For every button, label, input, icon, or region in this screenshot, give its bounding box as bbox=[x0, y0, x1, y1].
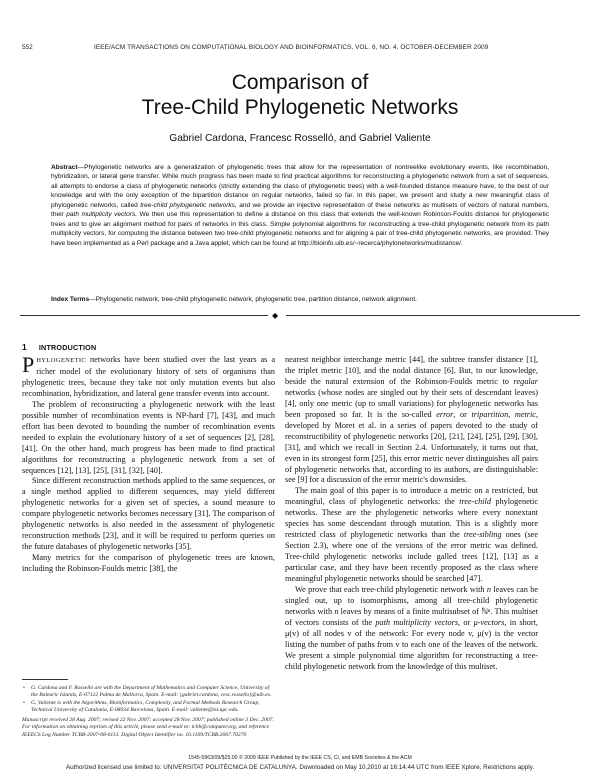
license-footer: Authorized licensed use limited to: UNIVERSITAT POLITÈCNICA DE CATALUNYA. Downloaded on May 10,2010 at 16:14:44 UTC from IEEE Xplore. Restrictions apply. bbox=[65, 764, 535, 771]
divider-right bbox=[286, 315, 580, 316]
intro-paragraph-3: Since different reconstruction methods applied to the same sequences, or a single method applied to different sequences, may yield different phylogenetic networks for a given set of species, a sound measure to compare phylogenetic networks becomes necessary [31]. The comparison of phylogenetic networks is also needed in the assessment of phylogenetic reconstruction methods [23], and it will be required to perform queries on the future databases of phylogenetic networks [35]. bbox=[22, 476, 275, 552]
abstract-em-1: tree-child phylogenetic networks, bbox=[140, 201, 237, 209]
right-column bbox=[285, 355, 538, 673]
abstract-text-1: —Phylogenetic networks are a generalization of phylogenetic trees that allow for the representation of nontreelike evolutionary events, like recombination, hybridization, or lateral gene transfer. While much progress has been made to find practical algorithms for reconstructing a phylogenetic network from a set of sequences, all attempts to endorse a class of phylogenetic networks (strictly extending the class of phylogenetic trees) with a well-founded distance measure have, to the best of our knowledge and with the only exception of the bipartition distance on regular networks, failed so far. In this paper, we present and study a new meaningful class of phylogenetic networks, called bbox=[51, 164, 549, 209]
index-terms bbox=[51, 295, 549, 304]
divider-left bbox=[20, 315, 268, 316]
title-line-2: Tree-Child Phylogenetic Networks bbox=[141, 96, 459, 119]
footnote-affiliation-1-text: G. Cardona and F. Rosselló are with the Department of Mathematics and Computer Science, University of the Balearic Islands, E-07122 Palma de Mallorca, Spain. E-mail: {gabriel.cardona, cesc.rossello}@uib.es. bbox=[31, 685, 272, 699]
right-paragraph-3: We prove that each tree-child phylogenetic network with n leaves can be singled out, up to isomorphisms, among all tree-child phylogenetic networks with n leaves by means of a finite multisubset of ℕⁿ. This multiset of vectors consists of the path multiplicity vectors, or μ-vectors, in short, μ(v) of all nodes v of the network: For every node v, μ(v) is the vector listing the number of paths from v to each one of the leaves of the network. We present a simple polynomial time algorithm for reconstructing a tree-child phylogenetic network from the knowledge of this multiset. bbox=[285, 585, 538, 671]
section-heading bbox=[22, 342, 96, 352]
right-paragraph-1: nearest neighbor interchange metric [44], the subtree transfer distance [1], the triplet metric [10], and the nodal distance [6]. But, to our knowledge, beside the natural extension of the Robinson-Foulds metric to regular networks (whose nodes are singled out by their sets of descendant leaves) [4], only one metric (up to small variations) for phylogenetic networks has been proposed so far. It is the so-called error, or tripartition, metric, developed by Moret et al. in a series of papers devoted to the study of reconstructibility of phylogenetic networks [20], [21], [24], [25], [29], [30], [31], and which we recall in Section 2.4. Unfortunately, it turns out that, even in its strongest form [25], this error metric never distinguishes all pairs of phylogenetic networks that, according to its authors, are distinguishable: see [9] for a discussion of the error metric's downsides. bbox=[285, 355, 539, 485]
abstract bbox=[51, 163, 549, 248]
index-terms-text: —Phylogenetic network, tree-child phylogenetic network, phylogenetic tree, partition distance, network alignment. bbox=[89, 296, 417, 303]
footnote-received: Manuscript received 28 Aug. 2007; revised 22 Nov. 2007; accepted 28 Nov. 2007; published online 3 Dec. 2007. bbox=[22, 717, 274, 724]
left-column bbox=[22, 352, 275, 575]
section-number: 1 bbox=[22, 342, 27, 352]
drop-cap: P bbox=[22, 352, 35, 377]
footnote-rule bbox=[22, 679, 68, 680]
abstract-em-2: path multiplicity vectors. bbox=[66, 211, 138, 219]
author-list: Gabriel Cardona, Francesc Rosselló, and Gabriel Valiente bbox=[169, 133, 431, 144]
abstract-text-3: We then use this representation to define a distance on this class that extends the well-known Robinson-Foulds distance for phylogenetic trees and to give an alignment method for pairs of networks in this class. Simple polynomial algorithms for reconstructing a tree-child phylogenetic network from its path multiplicity vectors, for computing the distance between two tree-child phylogenetic networks and for aligning a pair of tree-child phylogenetic networks, are provided. They have been implemented as a Perl package and a Java applet, which can be found at http://bioinfo.uib.es/~recerca/phylonetworks/mudistance/. bbox=[51, 211, 549, 247]
intro-paragraph-4: Many metrics for the comparison of phylogenetic trees are known, including the Robinson-Foulds metric [38], the bbox=[22, 553, 275, 574]
footnote-affiliation-1: • G. Cardona and F. Rosselló are with the Department of Mathematics and Computer Science, University of the Balearic Islands, E-07122 Palma de Mallorca, Spain. E-mail: {gabriel.cardona, cesc.rossello}@uib.es. bbox=[23, 685, 272, 699]
running-header bbox=[22, 44, 578, 56]
paper-title bbox=[0, 70, 600, 120]
intro-paragraph-1 bbox=[22, 352, 275, 400]
index-terms-label: Index Terms bbox=[51, 296, 90, 303]
right-paragraph-2: The main goal of this paper is to introduce a metric on a restricted, but meaningful, class of phylogenetic networks: the tree-child phylogenetic networks. These are the phylogenetic networks where every nonextant species has some descendant through mutation. This is a slightly more restricted class of phylogenetic networks than the tree-sibling ones (see Section 2.3), where one of the versions of the error metric was defined. Tree-child phylogenetic networks include galled trees [12], [13] as a particular case, and they have been recently proposed as the class where meaningful phylogenetic networks should be searched [47]. bbox=[285, 486, 538, 584]
section-title: INTRODUCTION bbox=[38, 343, 97, 352]
intro-p1-text: networks have been studied over the last years as a richer model of the evolutionary history of sets of organisms than phylogenetic trees, because they take not only mutation events but also recombination, hybridization, and lateral gene transfer events into account. bbox=[22, 355, 275, 398]
abstract-label: Abstract bbox=[51, 164, 78, 171]
footnote-reprints: For information on obtaining reprints of this article, please send e-mail to: tcbb@computer.org, and reference IEEECS Log Number TCBB-2007-08-0113. Digital Object Identifier no. 10.1109/TCBB.2007.70270 bbox=[22, 724, 270, 738]
footnotes bbox=[22, 685, 275, 739]
journal-header: IEEE/ACM TRANSACTIONS ON COMPUTATIONAL BIOLOGY AND BIOINFORMATICS, VOL. 6, NO. 4, OCTOBER-DECEMBER 2009 bbox=[94, 44, 489, 51]
title-line-1: Comparison of bbox=[231, 71, 369, 94]
abstract-text-2: and we provide an injective representation of these networks as multisets of vectors of natural numbers, their bbox=[51, 201, 550, 219]
small-caps-lead: HYLOGENETIC bbox=[36, 357, 87, 364]
publisher-footer: 1545-5963/09/$25.00 © 2009 IEEE Published by the IEEE CS, CI, and EMB Societies & the ACM bbox=[188, 755, 412, 761]
footnote-affiliation-2: • G. Valiente is with the Algorithms, Bioinformatics, Complexity, and Formal Methods Research Group, Technical University of Catalonia, E-08034 Barcelona, Spain. E-mail: valiente@lsi.upc.edu. bbox=[23, 699, 260, 713]
footnote-affiliation-2-text: G. Valiente is with the Algorithms, Bioinformatics, Complexity, and Formal Methods Research Group, Technical University of Catalonia, E-08034 Barcelona, Spain. E-mail: valiente@lsi.upc.edu. bbox=[31, 699, 260, 713]
page-number: 552 bbox=[22, 44, 33, 51]
intro-paragraph-2: The problem of reconstructing a phylogenetic network with the least possible number of recombination events is NP-hard [7], [43], and much effort has been devoted to bounding the number of recombination events needed to explain the evolutionary history of a set of sequences [2], [28], [41]. On the other hand, much progress has been made to find practical algorithms for reconstructing a phylogenetic network from a set of sequences [12], [13], [25], [31], [32], [40]. bbox=[22, 399, 275, 475]
divider-diamond-icon: ◆ bbox=[272, 311, 279, 320]
